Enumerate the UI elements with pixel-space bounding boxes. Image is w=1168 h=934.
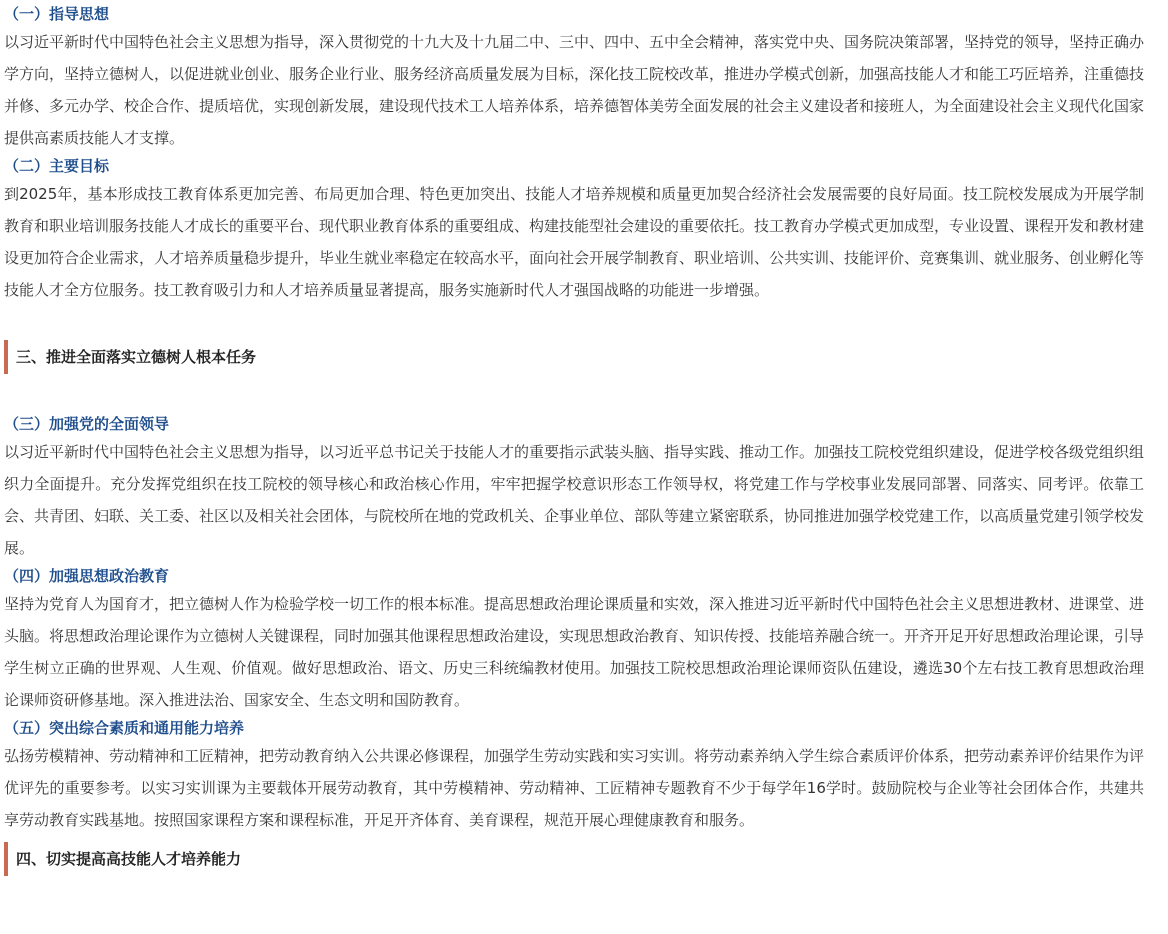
section-heading-4 (4, 842, 1144, 876)
paragraph-comprehensive-quality: 弘扬劳模精神、劳动精神和工匠精神，把劳动教育纳入公共课必修课程，加强学生劳动实践和实习实训。将劳动素养纳入学生综合素质评价体系，把劳动素养评价结果作为评优评先的重要参考。以实习实训课为主要载体开展劳动教育，其中劳模精神、劳动精神、工匠精神专题教育不少于每学年16学时。鼓励院校与企业等社会团体合作，共建共享劳动教育实践基地。按照国家课程方案和课程标准，开足开齐体育、美育课程，规范开展心理健康教育和服务。 (4, 747, 1145, 829)
section-heading-4-title: 四、切实提高高技能人才培养能力 (16, 850, 242, 868)
subheading-main-goals: （二）主要目标 (4, 157, 110, 175)
subheading-guiding-ideology: （一）指导思想 (4, 5, 110, 23)
paragraph-party-leadership: 以习近平新时代中国特色社会主义思想为指导，以习近平总书记关于技能人才的重要指示武装头脑、指导实践、推动工作。加强技工院校党组织建设，促进学校各级党组织组织力全面提升。充分发挥党组织在技工院校的领导核心和政治核心作用，牢牢把握学校意识形态工作领导权，将党建工作与学校事业发展同部署、同落实、同考评。依靠工会、共青团、妇联、关工委、社区以及相关社会团体，与院校所在地的党政机关、企事业单位、部队等建立紧密联系，协同推进加强学校党建工作，以高质量党建引领学校发展。 (4, 443, 1145, 557)
subheading-political-education: （四）加强思想政治教育 (4, 567, 170, 585)
section-heading-3 (4, 340, 1144, 374)
section-accent-bar (4, 340, 8, 374)
section-accent-bar (4, 842, 8, 876)
paragraph-guiding-ideology: 以习近平新时代中国特色社会主义思想为指导，深入贯彻党的十九大及十九届二中、三中、四中、五中全会精神，落实党中央、国务院决策部署，坚持党的领导，坚持正确办学方向，坚持立德树人，以促进就业创业、服务企业行业、服务经济高质量发展为目标，深化技工院校改革，推进办学模式创新，加强高技能人才和能工巧匠培养，注重德技并修、多元办学、校企合作、提质培优，实现创新发展，建设现代技术工人培养体系，培养德智体美劳全面发展的社会主义建设者和接班人，为全面建设社会主义现代化国家提供高素质技能人才支撑。 (4, 33, 1145, 147)
section-heading-3-title: 三、推进全面落实立德树人根本任务 (16, 348, 257, 366)
subheading-party-leadership: （三）加强党的全面领导 (4, 415, 170, 433)
paragraph-political-education: 坚持为党育人为国育才，把立德树人作为检验学校一切工作的根本标准。提高思想政治理论课质量和实效，深入推进习近平新时代中国特色社会主义思想进教材、进课堂、进头脑。将思想政治理论课作为立德树人关键课程，同时加强其他课程思想政治建设，实现思想政治教育、知识传授、技能培养融合统一。开齐开足开好思想政治理论课，引导学生树立正确的世界观、人生观、价值观。做好思想政治、语文、历史三科统编教材使用。加强技工院校思想政治理论课师资队伍建设，遴选30个左右技工教育思想政治理论课师资研修基地。深入推进法治、国家安全、生态文明和国防教育。 (4, 595, 1145, 709)
subheading-comprehensive-quality: （五）突出综合素质和通用能力培养 (4, 719, 245, 737)
paragraph-main-goals: 到2025年，基本形成技工教育体系更加完善、布局更加合理、特色更加突出、技能人才培养规模和质量更加契合经济社会发展需要的良好局面。技工院校发展成为开展学制教育和职业培训服务技能人才成长的重要平台、现代职业教育体系的重要组成、构建技能型社会建设的重要依托。技工教育办学模式更加成型，专业设置、课程开发和教材建设更加符合企业需求，人才培养质量稳步提升，毕业生就业率稳定在较高水平，面向社会开展学制教育、职业培训、公共实训、技能评价、竞赛集训、就业服务、创业孵化等技能人才全方位服务。技工教育吸引力和人才培养质量显著提高，服务实施新时代人才强国战略的功能进一步增强。 (4, 185, 1145, 299)
